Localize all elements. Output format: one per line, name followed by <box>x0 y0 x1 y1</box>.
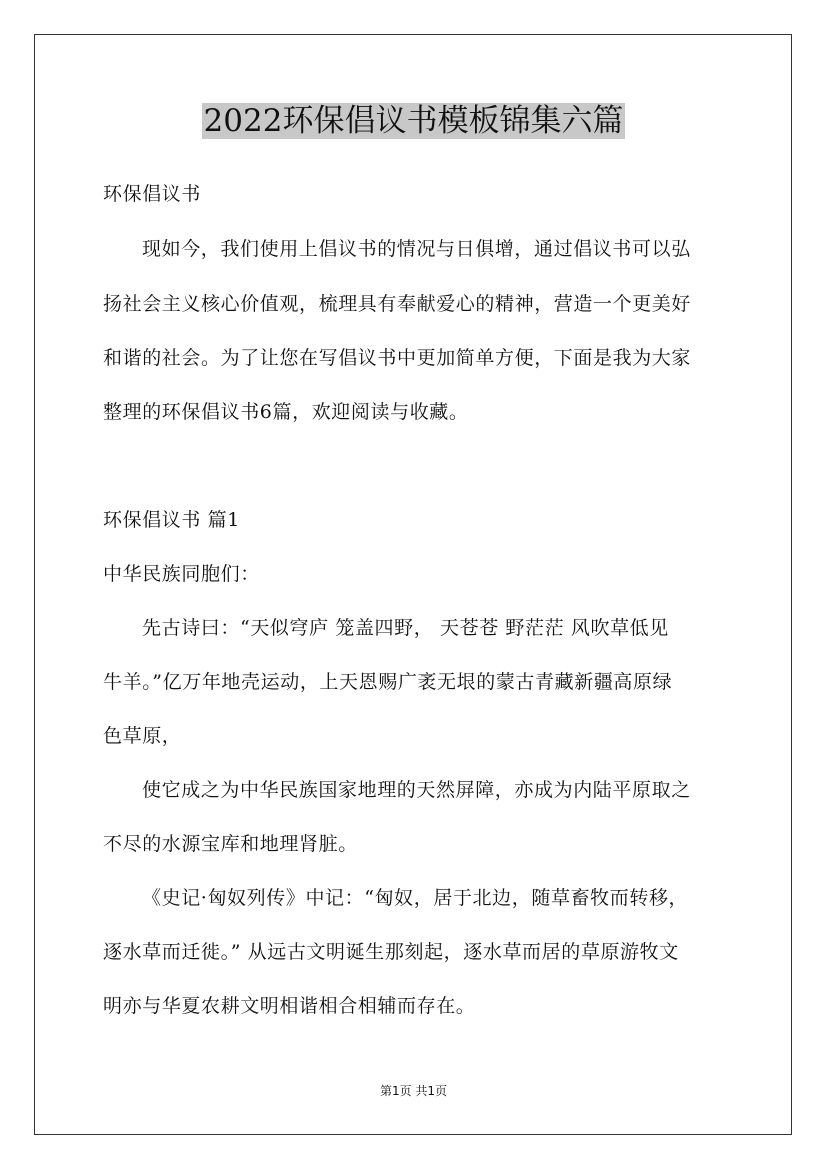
intro-line: 和谐的社会。为了让您在写倡议书中更加简单方便，下面是我为大家 <box>103 347 692 369</box>
intro-line: 扬社会主义核心价值观，梳理具有奉献爱心的精神，营造一个更美好 <box>103 293 692 315</box>
paragraph-line: 不尽的水源宝库和地理肾脏。 <box>103 833 358 855</box>
paragraph-line: 使它成之为中华民族国家地理的天然屏障，亦成为内陆平原取之 <box>142 779 691 801</box>
paragraph-line: 牛羊。”亿万年地壳运动，上天恩赐广袤无垠的蒙古青藏新疆高原绿 <box>103 671 673 693</box>
intro-line: 现如今，我们使用上倡议书的情况与日俱增，通过倡议书可以弘 <box>142 238 691 260</box>
paragraph-line: 逐水草而迁徙。” 从远古文明诞生那刻起，逐水草而居的草原游牧文 <box>103 941 679 963</box>
paragraph-line: 明亦与华夏农耕文明相谐相合相辅而存在。 <box>103 995 476 1017</box>
document-title-container <box>0 100 827 142</box>
salutation: 中华民族同胞们： <box>103 563 260 585</box>
paragraph-line: 色草原， <box>103 725 182 747</box>
document-title: 2022环保倡议书模板锦集六篇 <box>203 103 624 139</box>
part-heading: 环保倡议书 篇1 <box>103 509 240 531</box>
section-heading: 环保倡议书 <box>103 183 202 205</box>
paragraph-line: 先古诗曰：“天似穹庐 笼盖四野， 天苍苍 野茫茫 风吹草低见 <box>142 617 669 639</box>
intro-line: 整理的环保倡议书6篇，欢迎阅读与收藏。 <box>103 401 469 423</box>
page-footer: 第1页 共1页 <box>379 1084 448 1098</box>
paragraph-line: 《史记·匈奴列传》中记：“匈奴，居于北边，随草畜牧而转移， <box>142 887 689 909</box>
